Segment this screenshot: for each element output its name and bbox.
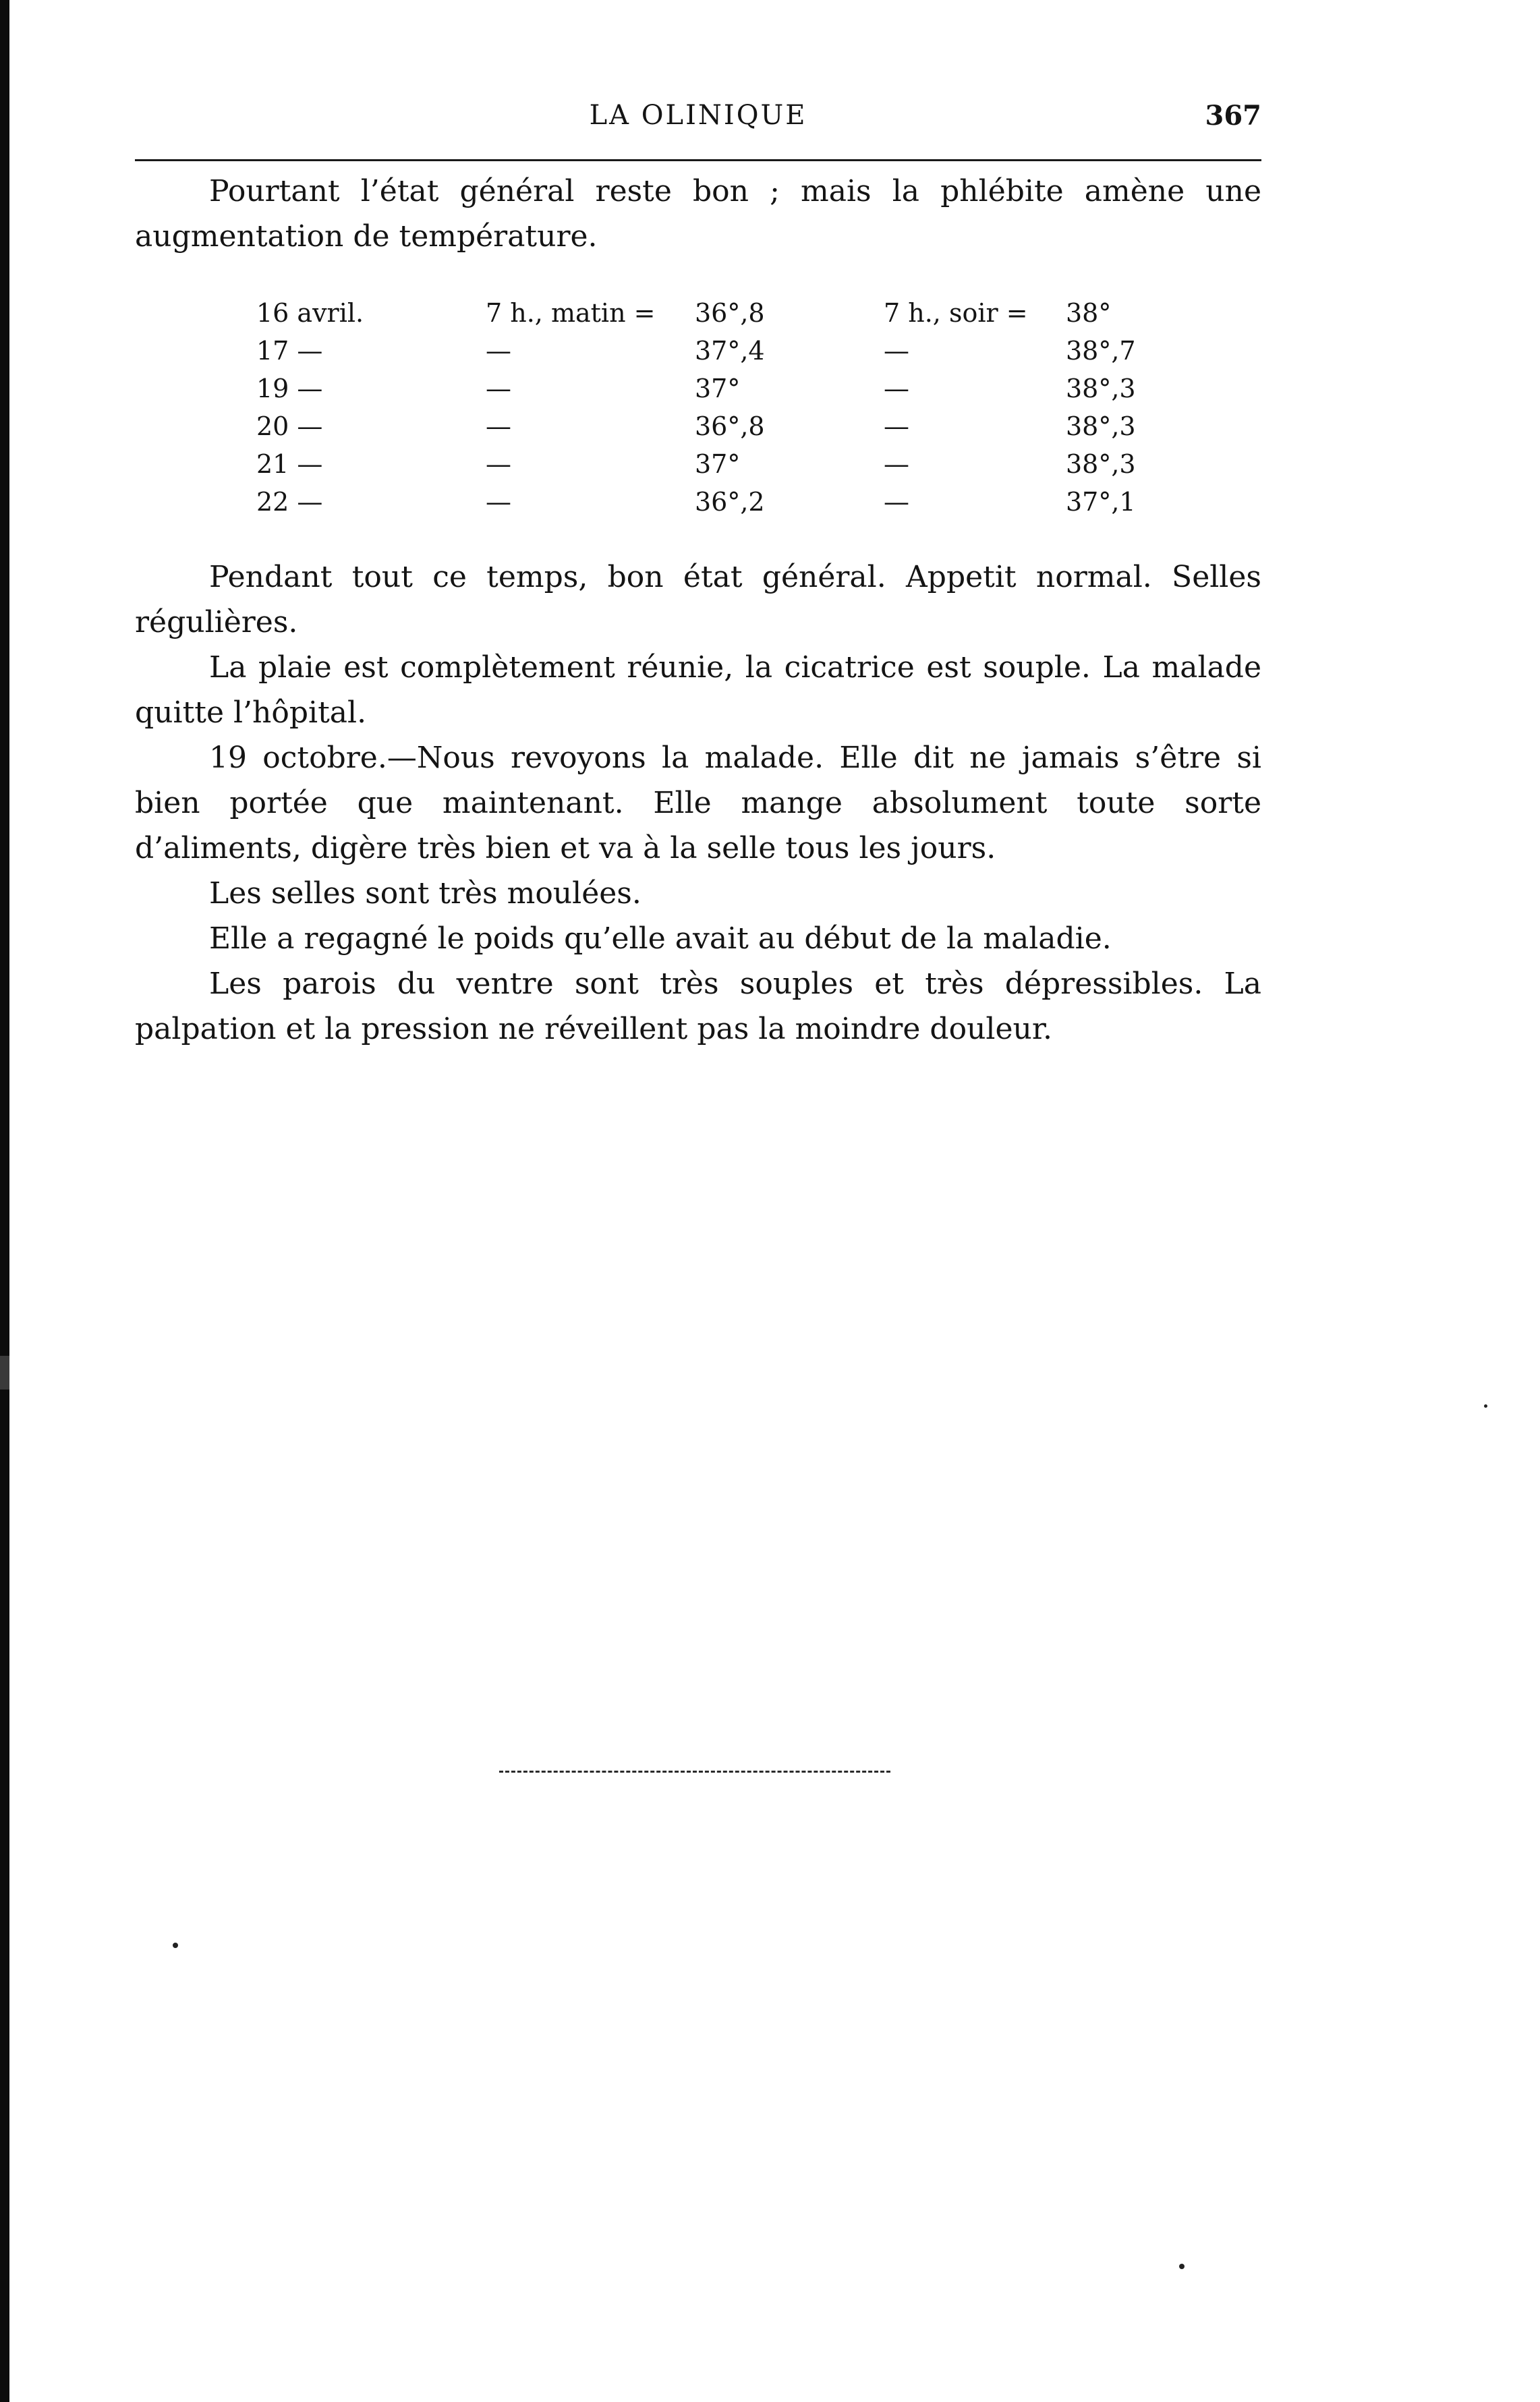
temp-row-date: 16 avril. xyxy=(256,298,364,328)
paragraph-abdomen: Les parois du ventre sont très souples et très dépressibles. La palpation et la pression ne réveillent pas la moindre douleur. xyxy=(135,967,1261,1046)
temp-row-morning-label: — xyxy=(486,487,511,517)
running-header xyxy=(135,94,1261,142)
temp-row-date: 22 — xyxy=(256,487,323,517)
temp-row-date: 20 — xyxy=(256,411,323,441)
temp-row-evening-label: — xyxy=(884,374,909,403)
paragraph-weight: Elle a regagné le poids qu’elle avait au début de la maladie. xyxy=(209,921,1112,956)
scan-binding-edge-gap xyxy=(0,1356,9,1390)
temp-row-morning-label: — xyxy=(486,449,511,479)
temp-row-date: 17 — xyxy=(256,336,323,366)
temp-row-evening-label: — xyxy=(884,336,909,366)
temperature-row xyxy=(135,298,1261,336)
temp-row-morning-value: 36°,8 xyxy=(695,411,765,441)
print-speck xyxy=(1179,2264,1185,2269)
running-title: LA OLINIQUE xyxy=(589,100,807,131)
paragraph-stools: Les selles sont très moulées. xyxy=(209,876,641,911)
temperature-row xyxy=(135,449,1261,487)
temp-row-morning-label: — xyxy=(486,374,511,403)
temp-row-evening-value: 38° xyxy=(1066,298,1112,328)
temp-row-evening-label: — xyxy=(884,449,909,479)
temperature-row xyxy=(135,374,1261,411)
temperature-row xyxy=(135,487,1261,525)
temperature-row xyxy=(135,411,1261,449)
paragraph-follow-up: 19 octobre.—Nous revoyons la malade. Elle dit ne jamais s’être si bien portée que maintenant. Elle mange absolument toute sorte d’aliments, digère très bien et va à la selle tous les jours. xyxy=(135,741,1261,865)
temp-row-evening-label: — xyxy=(884,487,909,517)
temp-row-evening-label: — xyxy=(884,411,909,441)
temp-row-morning-value: 36°,2 xyxy=(695,487,765,517)
page-number: 367 xyxy=(1205,100,1261,132)
temp-row-morning-label: — xyxy=(486,411,511,441)
temperature-row xyxy=(135,336,1261,374)
print-speck xyxy=(173,1943,178,1948)
temp-row-morning-label: — xyxy=(486,336,511,366)
temp-row-evening-value: 37°,1 xyxy=(1066,487,1136,517)
temp-row-evening-value: 38°,3 xyxy=(1066,374,1136,403)
paragraph-wound-healed: La plaie est complètement réunie, la cicatrice est souple. La malade quitte l’hôpital. xyxy=(135,650,1261,730)
temp-row-morning-value: 37°,4 xyxy=(695,336,765,366)
temp-row-evening-label: 7 h., soir = xyxy=(884,298,1028,328)
temp-row-evening-value: 38°,3 xyxy=(1066,411,1136,441)
temp-row-evening-value: 38°,7 xyxy=(1066,336,1136,366)
temp-row-morning-value: 37° xyxy=(695,449,741,479)
paragraph-fever-intro: Pourtant l’état général reste bon ; mais la phlébite amène une augmentation de température. xyxy=(135,174,1261,254)
temp-row-date: 19 — xyxy=(256,374,323,403)
temp-row-evening-value: 38°,3 xyxy=(1066,449,1136,479)
temp-row-date: 21 — xyxy=(256,449,323,479)
temp-row-morning-value: 37° xyxy=(695,374,741,403)
section-end-rule xyxy=(499,1771,890,1773)
temp-row-morning-label: 7 h., matin = xyxy=(486,298,656,328)
temp-row-morning-value: 36°,8 xyxy=(695,298,765,328)
temperature-table xyxy=(135,298,1261,527)
scan-binding-edge xyxy=(0,0,9,2402)
header-rule xyxy=(135,159,1261,161)
book-page xyxy=(135,94,1261,1052)
paragraph-general-state: Pendant tout ce temps, bon état général. Appetit normal. Selles régulières. xyxy=(135,560,1261,639)
print-speck xyxy=(1484,1404,1487,1408)
